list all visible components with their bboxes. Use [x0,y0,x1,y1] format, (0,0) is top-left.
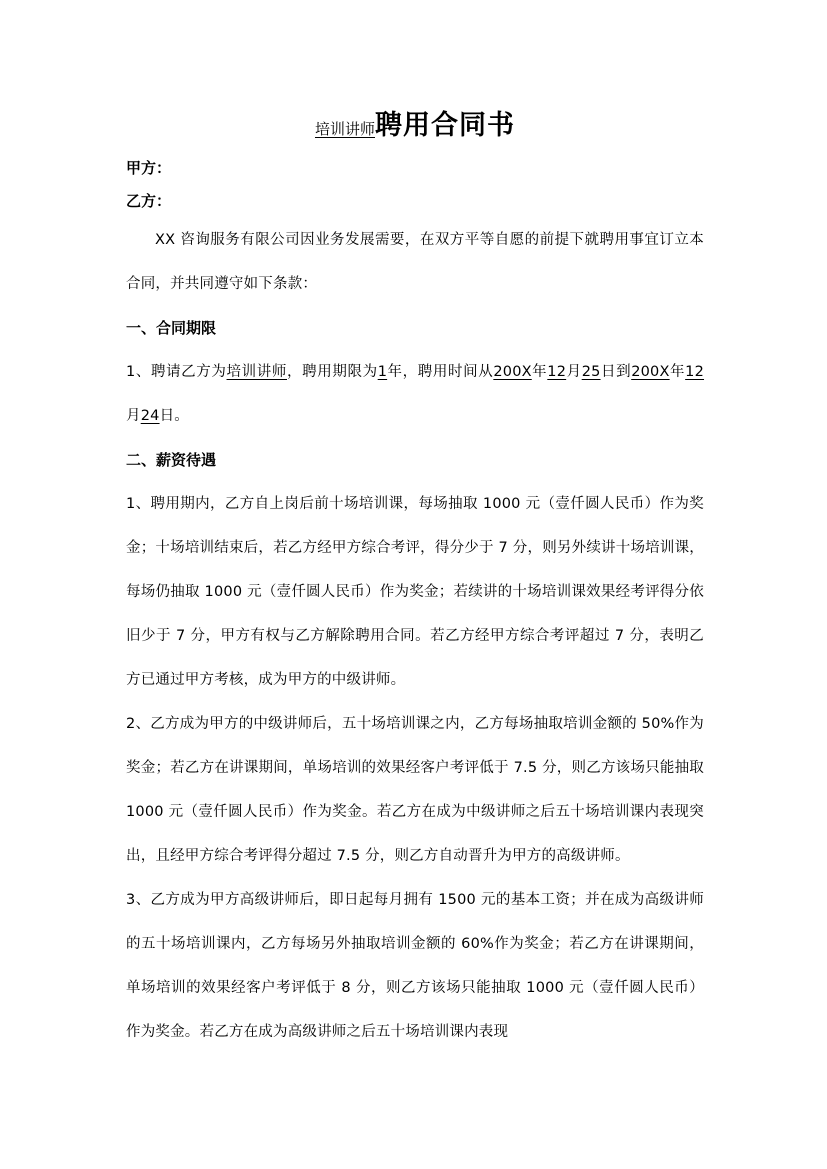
end-month-field: 12 [685,364,705,380]
party-b-label: 乙方： [126,192,172,210]
title-underlined-prefix: 培训讲师 [314,120,375,138]
title-main: 聘用合同书 [375,110,515,141]
term-text: 日。 [159,408,189,424]
intro-paragraph: XX 咨询服务有限公司因业务发展需要，在双方平等自愿的前提下就聘用事宜订立本合同，并共同遵守如下条款： [126,232,704,292]
term-clause-1 [126,350,704,438]
salary-clause-2: 2、乙方成为甲方的中级讲师后，五十场培训课之内，乙方每场抽取培训金额的 50%作为奖金；若乙方在讲课期间，单场培训的效果经客户考评低于 7.5 分，则乙方该场只能抽取 1000 元（壹仟圆人民币）作为奖金。若乙方在成为中级讲师之后五十场培训课内表现突出，且经甲方综合考评得分超过 7.5 分，则乙方自动晋升为甲方的高级讲师。 [126,716,704,864]
start-month-field: 12 [547,364,567,380]
document-body [126,100,704,1054]
salary-clause-1: 1、聘用期内，乙方自上岗后前十场培训课，每场抽取 1000 元（壹仟圆人民币）作为奖金；十场培训结束后，若乙方经甲方综合考评，得分少于 7 分，则另外续讲十场培训课，每场仍抽取 1000 元（壹仟圆人民币）作为奖金；若续讲的十场培训课效果经考评得分依旧少于 7 分，甲方有权与乙方解除聘用合同。若乙方经甲方综合考评超过 7 分，表明乙方已通过甲方考核，成为甲方的中级讲师。 [126,496,704,688]
start-day-field: 25 [581,364,601,380]
section-heading-contract-term: 一、合同期限 [126,319,217,337]
end-year-field: 200X [631,364,670,380]
term-text: ，聘用期限为 [287,364,378,380]
end-day-field: 24 [140,408,160,424]
term-text: 日到 [600,364,632,380]
section-heading-salary: 二、薪资待遇 [126,451,217,469]
party-a-label: 甲方： [126,159,172,177]
term-text: 年，聘用时间从 [387,364,494,380]
term-text: 月 [566,364,582,380]
term-text: 1、聘请乙方为 [126,364,227,380]
term-text: 月 [126,408,141,424]
document-title [126,100,704,152]
term-years-field: 1 [377,364,388,380]
term-text: 年 [531,364,548,380]
salary-clause-3: 3、乙方成为甲方高级讲师后，即日起每月拥有 1500 元的基本工资；并在成为高级讲师的五十场培训课内，乙方每场另外抽取培训金额的 60%作为奖金；若乙方在讲课期间，单场培训的效果经客户考评低于 8 分，则乙方该场只能抽取 1000 元（壹仟圆人民币）作为奖金。若乙方在成为高级讲师之后五十场培训课内表现 [126,892,704,1040]
start-year-field: 200X [493,364,532,380]
term-text: 年 [669,364,686,380]
position-field: 培训讲师 [226,364,287,380]
